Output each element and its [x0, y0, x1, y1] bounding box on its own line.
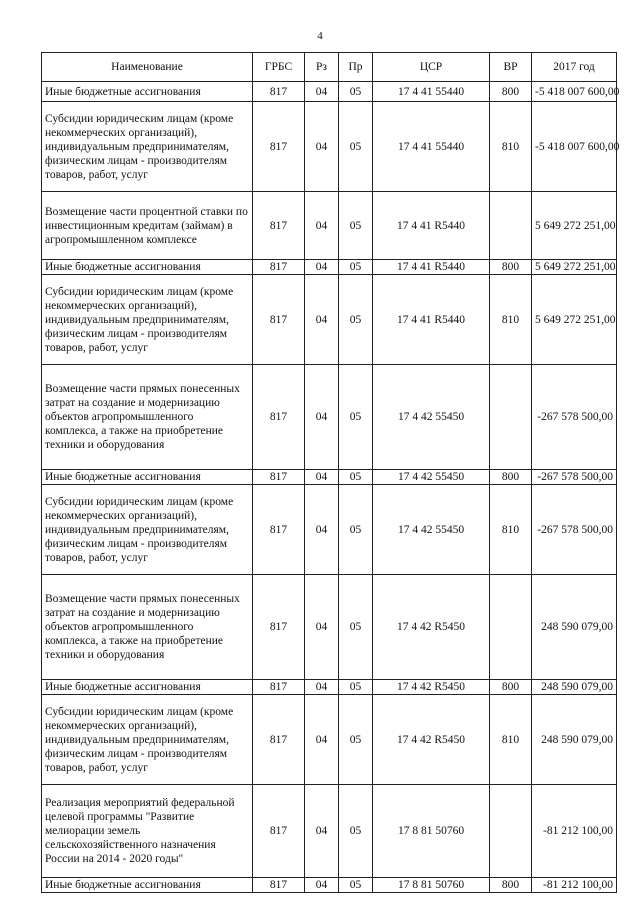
cell-pr: 05 [339, 365, 373, 470]
table-row [42, 275, 617, 365]
header-amount: 2017 год [532, 53, 617, 82]
cell-amount: -81 212 100,00 [532, 878, 617, 893]
cell-vr [490, 365, 532, 470]
cell-grbs: 817 [253, 260, 305, 275]
table-header-row [42, 53, 617, 82]
cell-grbs: 817 [253, 485, 305, 575]
page-number: 4 [317, 30, 323, 42]
cell-name: Субсидии юридическим лицам (кроме некоммерческих организаций), индивидуальным предпринимателям, физическим лицам - производителям товаров, работ, услуг [42, 275, 253, 365]
table-body [42, 82, 620, 893]
cell-name: Субсидии юридическим лицам (кроме некоммерческих организаций), индивидуальным предпринимателям, физическим лицам - производителям товаров, работ, услуг [42, 485, 253, 575]
header-rz: Рз [305, 53, 339, 82]
cell-name: Иные бюджетные ассигнования [42, 82, 253, 102]
cell-csr: 17 8 81 50760 [373, 878, 490, 893]
cell-csr: 17 8 81 50760 [373, 785, 490, 878]
cell-amount: 5 649 272 251,00 [532, 260, 617, 275]
cell-csr: 17 4 42 R5450 [373, 695, 490, 785]
cell-amount: -267 578 500,00 [532, 470, 617, 485]
cell-rz: 04 [305, 785, 339, 878]
cell-grbs: 817 [253, 470, 305, 485]
cell-rz: 04 [305, 275, 339, 365]
cell-rz: 04 [305, 680, 339, 695]
cell-rz: 04 [305, 485, 339, 575]
cell-rz: 04 [305, 260, 339, 275]
cell-vr: 800 [490, 878, 532, 893]
cell-rz: 04 [305, 365, 339, 470]
table-row [42, 102, 617, 192]
cell-grbs: 817 [253, 102, 305, 192]
cell-grbs: 817 [253, 275, 305, 365]
header-grbs: ГРБС [253, 53, 305, 82]
cell-name: Возмещение части прямых понесенных затрат на создание и модернизацию объектов агропромышленного комплекса, а также на приобретение техники и оборудования [42, 575, 253, 680]
cell-vr: 810 [490, 485, 532, 575]
cell-vr [490, 192, 532, 260]
cell-csr: 17 4 41 R5440 [373, 260, 490, 275]
cell-pr: 05 [339, 878, 373, 893]
cell-csr: 17 4 41 R5440 [373, 275, 490, 365]
cell-grbs: 817 [253, 695, 305, 785]
cell-vr [490, 575, 532, 680]
cell-vr: 800 [490, 470, 532, 485]
cell-csr: 17 4 42 55450 [373, 485, 490, 575]
cell-grbs: 817 [253, 82, 305, 102]
cell-rz: 04 [305, 575, 339, 680]
cell-grbs: 817 [253, 785, 305, 878]
cell-pr: 05 [339, 785, 373, 878]
cell-rz: 04 [305, 102, 339, 192]
cell-name: Иные бюджетные ассигнования [42, 680, 253, 695]
cell-amount: -81 212 100,00 [532, 785, 617, 878]
cell-grbs: 817 [253, 192, 305, 260]
cell-vr [490, 785, 532, 878]
cell-grbs: 817 [253, 365, 305, 470]
cell-pr: 05 [339, 695, 373, 785]
cell-grbs: 817 [253, 680, 305, 695]
table-row [42, 485, 617, 575]
table-row [42, 82, 617, 102]
cell-name: Субсидии юридическим лицам (кроме некоммерческих организаций), индивидуальным предпринимателям, физическим лицам - производителям товаров, работ, услуг [42, 102, 253, 192]
cell-pr: 05 [339, 82, 373, 102]
cell-csr: 17 4 41 55440 [373, 102, 490, 192]
cell-pr: 05 [339, 485, 373, 575]
table-row [42, 680, 617, 695]
cell-csr: 17 4 42 55450 [373, 365, 490, 470]
cell-amount: -5 418 007 600,00 [532, 102, 617, 192]
table-row [42, 470, 617, 485]
cell-amount: 248 590 079,00 [532, 695, 617, 785]
cell-pr: 05 [339, 275, 373, 365]
table-row [42, 260, 617, 275]
cell-grbs: 817 [253, 878, 305, 893]
cell-pr: 05 [339, 575, 373, 680]
table-row [42, 878, 617, 893]
cell-amount: 5 649 272 251,00 [532, 275, 617, 365]
cell-rz: 04 [305, 878, 339, 893]
cell-vr: 800 [490, 82, 532, 102]
cell-name: Иные бюджетные ассигнования [42, 260, 253, 275]
cell-name: Возмещение части прямых понесенных затрат на создание и модернизацию объектов агропромышленного комплекса, а также на приобретение техники и оборудования [42, 365, 253, 470]
cell-amount: -267 578 500,00 [532, 365, 617, 470]
cell-csr: 17 4 42 55450 [373, 470, 490, 485]
table-row [42, 365, 617, 470]
cell-vr: 810 [490, 695, 532, 785]
cell-csr: 17 4 41 55440 [373, 82, 490, 102]
cell-amount: 248 590 079,00 [532, 680, 617, 695]
header-name: Наименование [42, 53, 253, 82]
cell-rz: 04 [305, 82, 339, 102]
cell-pr: 05 [339, 680, 373, 695]
cell-csr: 17 4 41 R5440 [373, 192, 490, 260]
cell-amount: 5 649 272 251,00 [532, 192, 617, 260]
budget-table [41, 52, 620, 893]
cell-rz: 04 [305, 192, 339, 260]
cell-amount: -267 578 500,00 [532, 485, 617, 575]
cell-pr: 05 [339, 260, 373, 275]
cell-name: Реализация мероприятий федеральной целевой программы "Развитие мелиорации земель сельскохозяйственного назначения России на 2014 - 2020 годы" [42, 785, 253, 878]
cell-pr: 05 [339, 102, 373, 192]
cell-csr: 17 4 42 R5450 [373, 575, 490, 680]
header-pr: Пр [339, 53, 373, 82]
cell-pr: 05 [339, 470, 373, 485]
cell-pr: 05 [339, 192, 373, 260]
table-row [42, 192, 617, 260]
cell-vr: 800 [490, 260, 532, 275]
header-vr: ВР [490, 53, 532, 82]
cell-vr: 810 [490, 275, 532, 365]
cell-vr: 800 [490, 680, 532, 695]
table-row [42, 575, 617, 680]
cell-rz: 04 [305, 470, 339, 485]
cell-name: Субсидии юридическим лицам (кроме некоммерческих организаций), индивидуальным предпринимателям, физическим лицам - производителям товаров, работ, услуг [42, 695, 253, 785]
cell-amount: 248 590 079,00 [532, 575, 617, 680]
cell-amount: -5 418 007 600,00 [532, 82, 617, 102]
table-row [42, 785, 617, 878]
cell-name: Иные бюджетные ассигнования [42, 878, 253, 893]
table-row [42, 695, 617, 785]
cell-csr: 17 4 42 R5450 [373, 680, 490, 695]
cell-rz: 04 [305, 695, 339, 785]
cell-vr: 810 [490, 102, 532, 192]
header-csr: ЦСР [373, 53, 490, 82]
cell-grbs: 817 [253, 575, 305, 680]
cell-name: Возмещение части процентной ставки по инвестиционным кредитам (займам) в агропромышленном комплексе [42, 192, 253, 260]
cell-name: Иные бюджетные ассигнования [42, 470, 253, 485]
